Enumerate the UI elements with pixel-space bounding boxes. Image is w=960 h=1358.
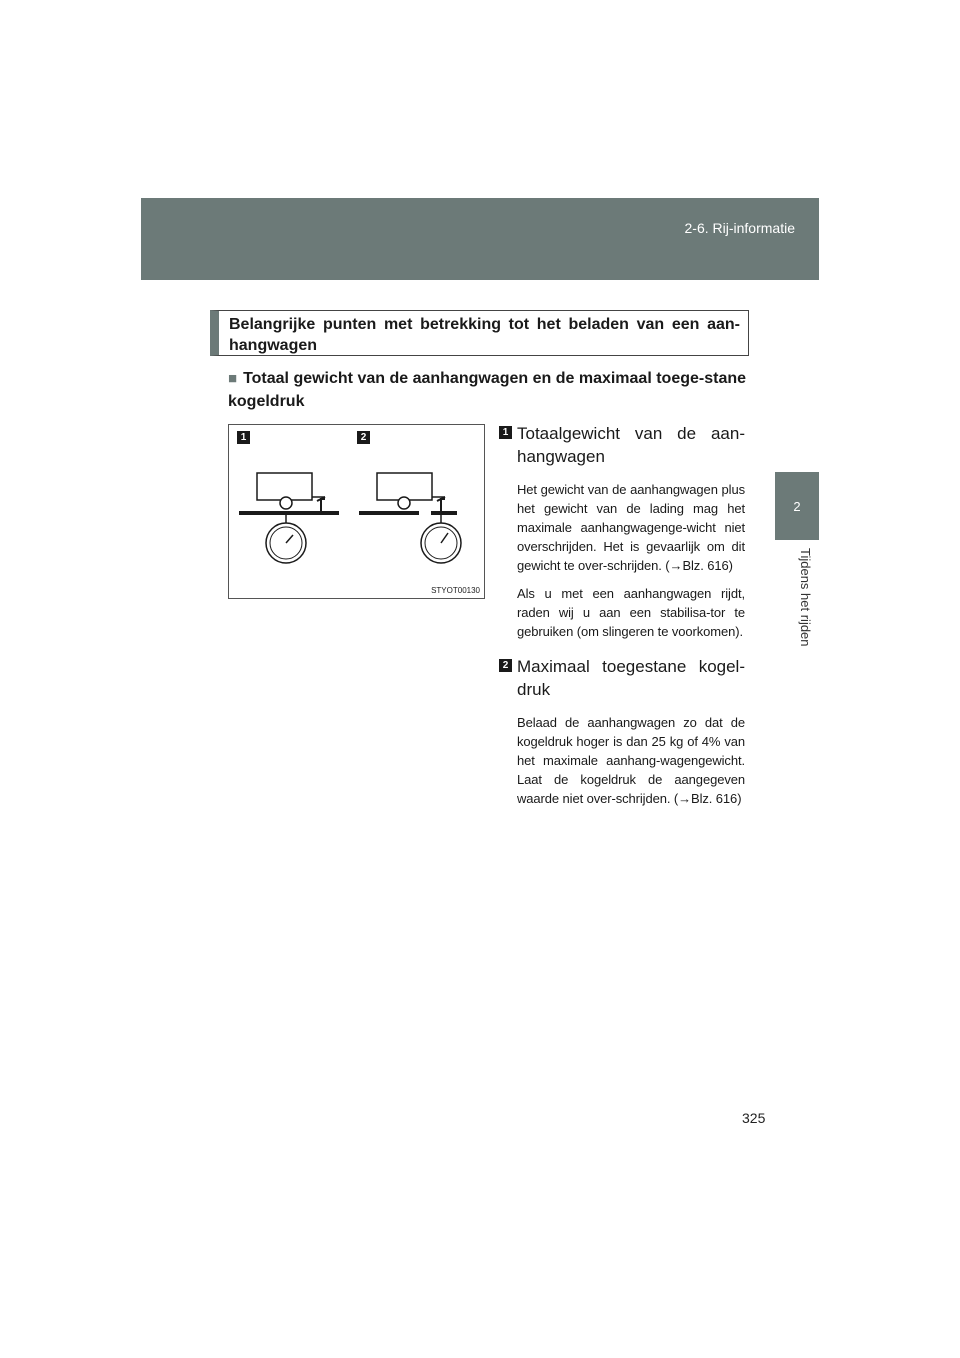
figure-badge-1: 1	[237, 431, 250, 444]
header-band	[141, 198, 819, 280]
bullet-square-icon: ■	[228, 370, 238, 387]
item-list	[499, 422, 745, 808]
item-2-badge: 2	[499, 659, 512, 672]
item-1-paragraph-1: Het gewicht van de aanhangwagen plus het gewicht van de lading mag het maximale aanhangwagenge-wicht niet overschrijden. Het is gevaarlijk om dit gewicht te over-schrijden. (→Blz. 616)	[517, 482, 745, 573]
item-1-badge: 1	[499, 426, 512, 439]
item-1-title-text: Totaalgewicht van de aan-hangwagen	[517, 424, 745, 466]
chapter-label: Tijdens het rijden	[798, 548, 813, 647]
page-number: 325	[742, 1110, 766, 1126]
page-title: Belangrijke punten met betrekking tot het beladen van een aan-hangwagen	[210, 310, 749, 356]
figure-badge-2: 2	[357, 431, 370, 444]
chapter-tab: 2	[775, 472, 819, 540]
figure-code: STYOT00130	[431, 586, 480, 595]
item-1-title	[499, 422, 745, 468]
subheading-text: Totaal gewicht van de aanhangwagen en de maximaal toege-stane kogeldruk	[228, 370, 747, 410]
item-1-paragraph-2: Als u met een aanhangwagen rijdt, raden wij u aan een stabilisa-tor te gebruiken (om slingeren te voorkomen).	[517, 586, 745, 639]
scale-diagram	[229, 425, 484, 598]
subheading	[228, 367, 748, 413]
section-title: 2-6. Rij-informatie	[684, 220, 795, 236]
item-2-title-text: Maximaal toegestane kogel-druk	[517, 657, 745, 699]
trailer-on-scale-icon	[239, 473, 339, 563]
item-2-title	[499, 655, 745, 701]
trailer-weight-illustration	[228, 424, 485, 599]
tongue-on-scale-icon	[359, 473, 461, 563]
item-2-paragraph-1: Belaad de aanhangwagen zo dat de kogeldruk hoger is dan 25 kg of 4% van het maximale aanhang-wagengewicht. Laat de kogeldruk de aangegeven waarde niet over-schrijden. (→Blz. 616)	[517, 715, 745, 806]
